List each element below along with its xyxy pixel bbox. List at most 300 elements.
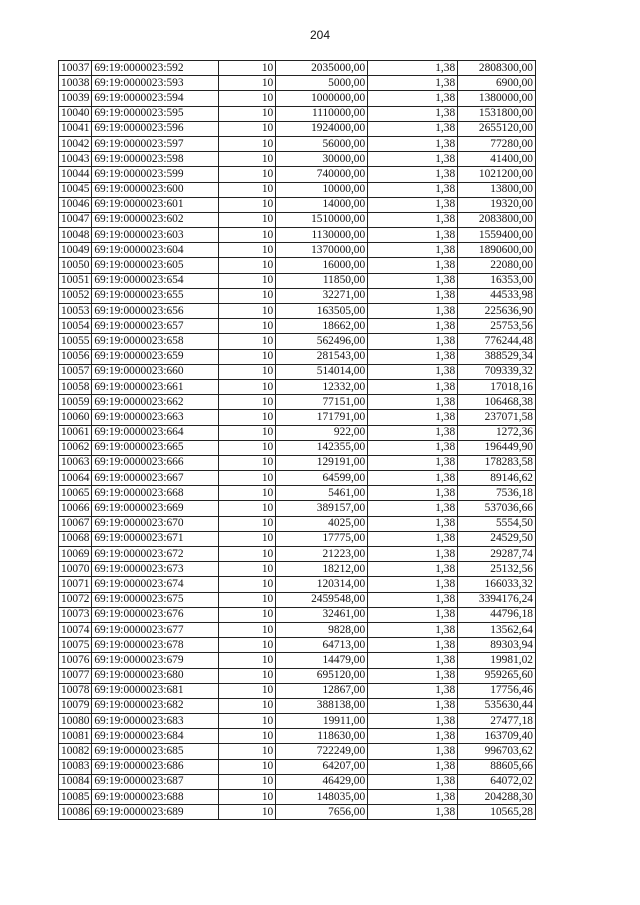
rate-cell: 10 [218, 622, 276, 637]
table-row [59, 698, 536, 713]
cadastral-number: 69:19:0000023:663 [92, 410, 218, 425]
value-cell: 64713,00 [276, 638, 368, 653]
row-number: 10048 [59, 228, 92, 243]
table-row [59, 486, 536, 501]
cadastral-number: 69:19:0000023:673 [92, 562, 218, 577]
row-number: 10059 [59, 395, 92, 410]
value-cell: 922,00 [276, 425, 368, 440]
value-cell: 389157,00 [276, 501, 368, 516]
result-cell: 163709,40 [458, 729, 536, 744]
coefficient-cell: 1,38 [368, 212, 458, 227]
result-cell: 2655120,00 [458, 121, 536, 136]
rate-cell: 10 [218, 136, 276, 151]
rate-cell: 10 [218, 152, 276, 167]
row-number: 10043 [59, 152, 92, 167]
coefficient-cell: 1,38 [368, 501, 458, 516]
rate-cell: 10 [218, 668, 276, 683]
cadastral-number: 69:19:0000023:600 [92, 182, 218, 197]
row-number: 10060 [59, 410, 92, 425]
coefficient-cell: 1,38 [368, 197, 458, 212]
cadastral-number: 69:19:0000023:689 [92, 805, 218, 820]
rate-cell: 10 [218, 243, 276, 258]
cadastral-number: 69:19:0000023:669 [92, 501, 218, 516]
rate-cell: 10 [218, 805, 276, 820]
result-cell: 1559400,00 [458, 228, 536, 243]
value-cell: 1000000,00 [276, 91, 368, 106]
cadastral-number: 69:19:0000023:676 [92, 607, 218, 622]
value-cell: 740000,00 [276, 167, 368, 182]
row-number: 10071 [59, 577, 92, 592]
rate-cell: 10 [218, 759, 276, 774]
coefficient-cell: 1,38 [368, 136, 458, 151]
row-number: 10042 [59, 136, 92, 151]
value-cell: 4025,00 [276, 516, 368, 531]
result-cell: 6900,00 [458, 76, 536, 91]
result-cell: 5554,50 [458, 516, 536, 531]
cadastral-number: 69:19:0000023:679 [92, 653, 218, 668]
coefficient-cell: 1,38 [368, 182, 458, 197]
coefficient-cell: 1,38 [368, 228, 458, 243]
coefficient-cell: 1,38 [368, 531, 458, 546]
row-number: 10080 [59, 714, 92, 729]
value-cell: 17775,00 [276, 531, 368, 546]
value-cell: 1110000,00 [276, 106, 368, 121]
cadastral-number: 69:19:0000023:664 [92, 425, 218, 440]
row-number: 10074 [59, 622, 92, 637]
row-number: 10057 [59, 364, 92, 379]
table-row [59, 410, 536, 425]
coefficient-cell: 1,38 [368, 91, 458, 106]
result-cell: 25132,56 [458, 562, 536, 577]
table-row [59, 440, 536, 455]
coefficient-cell: 1,38 [368, 61, 458, 76]
result-cell: 2808300,00 [458, 61, 536, 76]
row-number: 10045 [59, 182, 92, 197]
coefficient-cell: 1,38 [368, 683, 458, 698]
table-row [59, 668, 536, 683]
row-number: 10063 [59, 455, 92, 470]
coefficient-cell: 1,38 [368, 152, 458, 167]
rate-cell: 10 [218, 774, 276, 789]
row-number: 10041 [59, 121, 92, 136]
table-row [59, 182, 536, 197]
table-row [59, 273, 536, 288]
table-row [59, 197, 536, 212]
table-row [59, 531, 536, 546]
table-row [59, 577, 536, 592]
row-number: 10044 [59, 167, 92, 182]
rate-cell: 10 [218, 744, 276, 759]
rate-cell: 10 [218, 547, 276, 562]
row-number: 10084 [59, 774, 92, 789]
cadastral-number: 69:19:0000023:599 [92, 167, 218, 182]
result-cell: 2083800,00 [458, 212, 536, 227]
coefficient-cell: 1,38 [368, 486, 458, 501]
result-cell: 196449,90 [458, 440, 536, 455]
table-row [59, 471, 536, 486]
value-cell: 1370000,00 [276, 243, 368, 258]
cadastral-number: 69:19:0000023:601 [92, 197, 218, 212]
cadastral-number: 69:19:0000023:605 [92, 258, 218, 273]
rate-cell: 10 [218, 698, 276, 713]
result-cell: 1380000,00 [458, 91, 536, 106]
value-cell: 56000,00 [276, 136, 368, 151]
result-cell: 106468,38 [458, 395, 536, 410]
result-cell: 29287,74 [458, 547, 536, 562]
table-row [59, 395, 536, 410]
coefficient-cell: 1,38 [368, 349, 458, 364]
rate-cell: 10 [218, 197, 276, 212]
rate-cell: 10 [218, 228, 276, 243]
value-cell: 18212,00 [276, 562, 368, 577]
row-number: 10081 [59, 729, 92, 744]
value-cell: 9828,00 [276, 622, 368, 637]
value-cell: 2035000,00 [276, 61, 368, 76]
table-row [59, 106, 536, 121]
row-number: 10069 [59, 547, 92, 562]
rate-cell: 10 [218, 410, 276, 425]
table-row [59, 683, 536, 698]
rate-cell: 10 [218, 273, 276, 288]
result-cell: 178283,58 [458, 455, 536, 470]
result-cell: 204288,30 [458, 790, 536, 805]
rate-cell: 10 [218, 379, 276, 394]
value-cell: 281543,00 [276, 349, 368, 364]
value-cell: 64207,00 [276, 759, 368, 774]
result-cell: 27477,18 [458, 714, 536, 729]
cadastral-number: 69:19:0000023:680 [92, 668, 218, 683]
result-cell: 1021200,00 [458, 167, 536, 182]
row-number: 10054 [59, 319, 92, 334]
coefficient-cell: 1,38 [368, 379, 458, 394]
coefficient-cell: 1,38 [368, 577, 458, 592]
value-cell: 19911,00 [276, 714, 368, 729]
cadastral-number: 69:19:0000023:592 [92, 61, 218, 76]
rate-cell: 10 [218, 304, 276, 319]
value-cell: 5461,00 [276, 486, 368, 501]
cadastral-number: 69:19:0000023:655 [92, 288, 218, 303]
value-cell: 21223,00 [276, 547, 368, 562]
coefficient-cell: 1,38 [368, 76, 458, 91]
value-cell: 32271,00 [276, 288, 368, 303]
row-number: 10085 [59, 790, 92, 805]
value-cell: 1130000,00 [276, 228, 368, 243]
value-cell: 722249,00 [276, 744, 368, 759]
rate-cell: 10 [218, 425, 276, 440]
cadastral-number: 69:19:0000023:677 [92, 622, 218, 637]
coefficient-cell: 1,38 [368, 516, 458, 531]
result-cell: 19320,00 [458, 197, 536, 212]
row-number: 10050 [59, 258, 92, 273]
table-row [59, 562, 536, 577]
result-cell: 709339,32 [458, 364, 536, 379]
cadastral-number: 69:19:0000023:657 [92, 319, 218, 334]
row-number: 10049 [59, 243, 92, 258]
coefficient-cell: 1,38 [368, 455, 458, 470]
rate-cell: 10 [218, 653, 276, 668]
result-cell: 237071,58 [458, 410, 536, 425]
coefficient-cell: 1,38 [368, 607, 458, 622]
rate-cell: 10 [218, 531, 276, 546]
cadastral-number: 69:19:0000023:686 [92, 759, 218, 774]
coefficient-cell: 1,38 [368, 805, 458, 820]
result-cell: 22080,00 [458, 258, 536, 273]
rate-cell: 10 [218, 592, 276, 607]
table-row [59, 91, 536, 106]
result-cell: 776244,48 [458, 334, 536, 349]
coefficient-cell: 1,38 [368, 243, 458, 258]
rate-cell: 10 [218, 76, 276, 91]
table-row [59, 334, 536, 349]
cadastral-number: 69:19:0000023:594 [92, 91, 218, 106]
coefficient-cell: 1,38 [368, 774, 458, 789]
table-row [59, 288, 536, 303]
rate-cell: 10 [218, 288, 276, 303]
coefficient-cell: 1,38 [368, 364, 458, 379]
result-cell: 1272,36 [458, 425, 536, 440]
result-cell: 1890600,00 [458, 243, 536, 258]
result-cell: 17756,46 [458, 683, 536, 698]
rate-cell: 10 [218, 577, 276, 592]
table-row [59, 653, 536, 668]
cadastral-number: 69:19:0000023:602 [92, 212, 218, 227]
value-cell: 14000,00 [276, 197, 368, 212]
cadastral-number: 69:19:0000023:595 [92, 106, 218, 121]
cadastral-number: 69:19:0000023:666 [92, 455, 218, 470]
result-cell: 25753,56 [458, 319, 536, 334]
value-cell: 46429,00 [276, 774, 368, 789]
row-number: 10079 [59, 698, 92, 713]
result-cell: 44533,98 [458, 288, 536, 303]
page-number: 204 [309, 28, 331, 42]
cadastral-number: 69:19:0000023:661 [92, 379, 218, 394]
cadastral-number: 69:19:0000023:665 [92, 440, 218, 455]
rate-cell: 10 [218, 167, 276, 182]
coefficient-cell: 1,38 [368, 167, 458, 182]
row-number: 10056 [59, 349, 92, 364]
cadastral-number: 69:19:0000023:660 [92, 364, 218, 379]
row-number: 10066 [59, 501, 92, 516]
table-row [59, 622, 536, 637]
coefficient-cell: 1,38 [368, 121, 458, 136]
table-row [59, 592, 536, 607]
row-number: 10053 [59, 304, 92, 319]
cadastral-number: 69:19:0000023:682 [92, 698, 218, 713]
coefficient-cell: 1,38 [368, 698, 458, 713]
row-number: 10070 [59, 562, 92, 577]
table-row [59, 228, 536, 243]
coefficient-cell: 1,38 [368, 410, 458, 425]
coefficient-cell: 1,38 [368, 622, 458, 637]
coefficient-cell: 1,38 [368, 304, 458, 319]
cadastral-number: 69:19:0000023:662 [92, 395, 218, 410]
row-number: 10039 [59, 91, 92, 106]
coefficient-cell: 1,38 [368, 319, 458, 334]
coefficient-cell: 1,38 [368, 562, 458, 577]
value-cell: 32461,00 [276, 607, 368, 622]
result-cell: 16353,00 [458, 273, 536, 288]
value-cell: 5000,00 [276, 76, 368, 91]
rate-cell: 10 [218, 91, 276, 106]
coefficient-cell: 1,38 [368, 638, 458, 653]
value-cell: 12867,00 [276, 683, 368, 698]
table-row [59, 349, 536, 364]
rate-cell: 10 [218, 364, 276, 379]
row-number: 10075 [59, 638, 92, 653]
result-cell: 77280,00 [458, 136, 536, 151]
cadastral-number: 69:19:0000023:596 [92, 121, 218, 136]
result-cell: 13562,64 [458, 622, 536, 637]
result-cell: 7536,18 [458, 486, 536, 501]
row-number: 10078 [59, 683, 92, 698]
value-cell: 118630,00 [276, 729, 368, 744]
value-cell: 120314,00 [276, 577, 368, 592]
table-row [59, 516, 536, 531]
cadastral-number: 69:19:0000023:674 [92, 577, 218, 592]
table-row [59, 805, 536, 820]
cadastral-number: 69:19:0000023:678 [92, 638, 218, 653]
rate-cell: 10 [218, 258, 276, 273]
cadastral-number: 69:19:0000023:603 [92, 228, 218, 243]
table-row [59, 714, 536, 729]
table-row [59, 759, 536, 774]
cadastral-number: 69:19:0000023:684 [92, 729, 218, 744]
row-number: 10083 [59, 759, 92, 774]
cadastral-number: 69:19:0000023:668 [92, 486, 218, 501]
row-number: 10055 [59, 334, 92, 349]
table-row [59, 304, 536, 319]
row-number: 10052 [59, 288, 92, 303]
cadastral-number: 69:19:0000023:598 [92, 152, 218, 167]
row-number: 10046 [59, 197, 92, 212]
rate-cell: 10 [218, 471, 276, 486]
row-number: 10068 [59, 531, 92, 546]
cadastral-number: 69:19:0000023:597 [92, 136, 218, 151]
rate-cell: 10 [218, 501, 276, 516]
result-cell: 19981,02 [458, 653, 536, 668]
result-cell: 3394176,24 [458, 592, 536, 607]
result-cell: 64072,02 [458, 774, 536, 789]
table-row [59, 547, 536, 562]
result-cell: 225636,90 [458, 304, 536, 319]
cadastral-number: 69:19:0000023:667 [92, 471, 218, 486]
result-cell: 535630,44 [458, 698, 536, 713]
row-number: 10067 [59, 516, 92, 531]
cadastral-number: 69:19:0000023:656 [92, 304, 218, 319]
row-number: 10077 [59, 668, 92, 683]
rate-cell: 10 [218, 182, 276, 197]
row-number: 10076 [59, 653, 92, 668]
table-row [59, 136, 536, 151]
value-cell: 14479,00 [276, 653, 368, 668]
cadastral-number: 69:19:0000023:671 [92, 531, 218, 546]
rate-cell: 10 [218, 455, 276, 470]
table-row [59, 774, 536, 789]
coefficient-cell: 1,38 [368, 106, 458, 121]
coefficient-cell: 1,38 [368, 759, 458, 774]
rate-cell: 10 [218, 729, 276, 744]
table-row [59, 152, 536, 167]
rate-cell: 10 [218, 440, 276, 455]
table-row [59, 607, 536, 622]
row-number: 10082 [59, 744, 92, 759]
value-cell: 18662,00 [276, 319, 368, 334]
rate-cell: 10 [218, 106, 276, 121]
rate-cell: 10 [218, 638, 276, 653]
coefficient-cell: 1,38 [368, 288, 458, 303]
coefficient-cell: 1,38 [368, 653, 458, 668]
result-cell: 89146,62 [458, 471, 536, 486]
result-cell: 88605,66 [458, 759, 536, 774]
value-cell: 10000,00 [276, 182, 368, 197]
table-row [59, 61, 536, 76]
table-row [59, 425, 536, 440]
value-cell: 77151,00 [276, 395, 368, 410]
value-cell: 695120,00 [276, 668, 368, 683]
table-row [59, 455, 536, 470]
row-number: 10064 [59, 471, 92, 486]
row-number: 10065 [59, 486, 92, 501]
rate-cell: 10 [218, 607, 276, 622]
cadastral-number: 69:19:0000023:672 [92, 547, 218, 562]
rate-cell: 10 [218, 516, 276, 531]
rate-cell: 10 [218, 790, 276, 805]
coefficient-cell: 1,38 [368, 425, 458, 440]
cadastral-number: 69:19:0000023:670 [92, 516, 218, 531]
table-row [59, 364, 536, 379]
coefficient-cell: 1,38 [368, 334, 458, 349]
table-row [59, 76, 536, 91]
result-cell: 537036,66 [458, 501, 536, 516]
row-number: 10047 [59, 212, 92, 227]
rate-cell: 10 [218, 121, 276, 136]
cadastral-number: 69:19:0000023:681 [92, 683, 218, 698]
result-cell: 166033,32 [458, 577, 536, 592]
table-row [59, 243, 536, 258]
coefficient-cell: 1,38 [368, 258, 458, 273]
cadastral-number: 69:19:0000023:659 [92, 349, 218, 364]
cadastral-number: 69:19:0000023:658 [92, 334, 218, 349]
coefficient-cell: 1,38 [368, 547, 458, 562]
row-number: 10058 [59, 379, 92, 394]
rate-cell: 10 [218, 319, 276, 334]
rate-cell: 10 [218, 714, 276, 729]
coefficient-cell: 1,38 [368, 440, 458, 455]
table-row [59, 167, 536, 182]
value-cell: 148035,00 [276, 790, 368, 805]
rate-cell: 10 [218, 562, 276, 577]
table-row [59, 501, 536, 516]
value-cell: 163505,00 [276, 304, 368, 319]
cadastral-number: 69:19:0000023:685 [92, 744, 218, 759]
value-cell: 30000,00 [276, 152, 368, 167]
row-number: 10038 [59, 76, 92, 91]
coefficient-cell: 1,38 [368, 592, 458, 607]
value-cell: 388138,00 [276, 698, 368, 713]
table-row [59, 212, 536, 227]
coefficient-cell: 1,38 [368, 729, 458, 744]
cadastral-number: 69:19:0000023:687 [92, 774, 218, 789]
rate-cell: 10 [218, 395, 276, 410]
row-number: 10040 [59, 106, 92, 121]
value-cell: 16000,00 [276, 258, 368, 273]
value-cell: 1924000,00 [276, 121, 368, 136]
row-number: 10062 [59, 440, 92, 455]
coefficient-cell: 1,38 [368, 744, 458, 759]
result-cell: 41400,00 [458, 152, 536, 167]
value-cell: 142355,00 [276, 440, 368, 455]
cadastral-number: 69:19:0000023:593 [92, 76, 218, 91]
